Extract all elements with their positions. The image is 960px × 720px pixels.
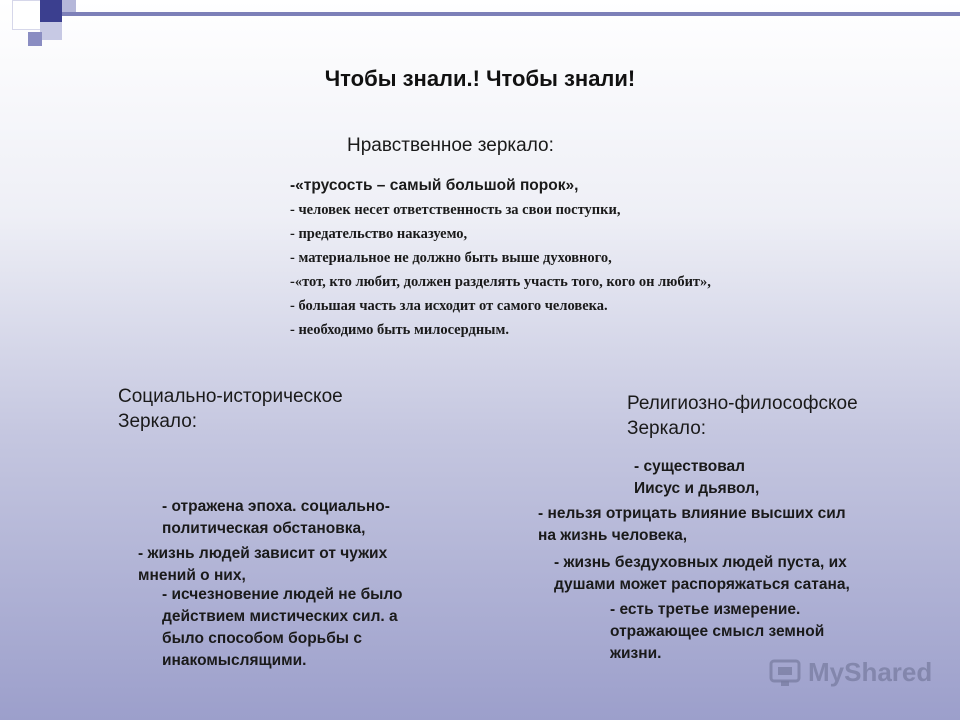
page-title: Чтобы знали.! Чтобы знали! [324,66,636,91]
list-item: -«трусость – самый большой порок», [290,177,579,194]
list-item: - человек несет ответственность за свои поступки, [290,202,621,218]
corner-square [40,22,62,40]
religious-item: - есть третье измерение. отражающее смысл земной жизни. [610,601,825,662]
religious-item: - существовал Иисус и дьявол, [634,458,760,497]
list-item: - необходимо быть милосердным. [290,322,510,338]
list-item: - большая часть зла исходит от самого человека. [290,298,608,314]
corner-square [12,0,42,30]
watermark-text: MyShared [808,656,933,687]
header-bar [62,12,960,16]
decorative-corner [0,0,320,60]
myshared-logo-icon [768,655,802,689]
myshared-watermark [768,655,932,689]
corner-square [40,0,62,22]
social-item: - жизнь людей зависит от чужих мнений о них, [138,545,388,584]
religious-heading: Религиозно-философское Зеркало: [627,393,858,439]
religious-item: - жизнь бездуховных людей пуста, их душами может распоряжаться сатана, [554,554,850,593]
social-heading: Социально-историческое Зеркало: [118,386,343,432]
religious-item: - нельзя отрицать влияние высших сил на жизнь человека, [538,505,846,544]
list-item: -«тот, кто любит, должен разделять участь того, кого он любит», [290,274,711,290]
social-item: - отражена эпоха. социально- политическая обстановка, [162,498,390,537]
moral-heading: Нравственное зеркало: [347,135,554,156]
list-item: - предательство наказуемо, [290,226,468,242]
moral-list [290,174,790,342]
social-item: - исчезновение людей не было действием мистических сил. а было способом борьбы с инакомыслящими. [162,586,403,669]
list-item: - материальное не должно быть выше духовного, [290,250,612,266]
corner-square [28,32,42,46]
